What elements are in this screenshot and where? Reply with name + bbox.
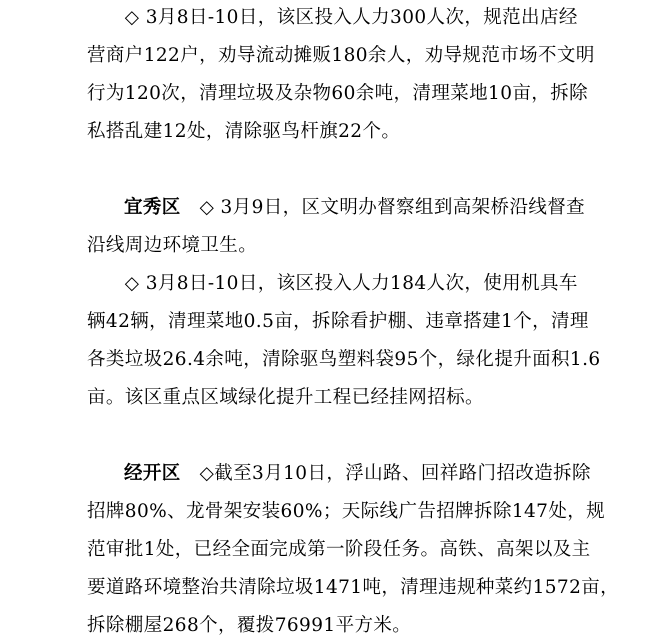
paragraph-line: ◇ 3月8日-10日，该区投入人力300人次，规范出店经 bbox=[87, 7, 578, 28]
section-heading: 经开区 bbox=[124, 463, 181, 484]
paragraph-line: 沿线周边环境卫生。 bbox=[87, 235, 258, 256]
paragraph-line: 营商户122户，劝导流动摊贩180余人，劝导规范市场不文明 bbox=[87, 45, 595, 66]
paragraph-line: 各类垃圾26.4余吨，清除驱鸟塑料袋95个，绿化提升面积1.6 bbox=[87, 349, 601, 370]
paragraph-line: 拆除棚屋268个，覆拨76991平方米。 bbox=[87, 615, 412, 636]
paragraph-line: ◇ 3月8日-10日，该区投入人力184人次，使用机具车 bbox=[87, 273, 578, 294]
paragraph-line: 私搭乱建12处，清除驱鸟杆旗22个。 bbox=[87, 121, 401, 142]
paragraph-line: 招牌80%、龙骨架安装60%；天际线广告招牌拆除147处，规 bbox=[87, 501, 606, 522]
paragraph-line: 要道路环境整治共清除垃圾1471吨，清理违规种菜约1572亩， bbox=[87, 577, 620, 598]
heading-line bbox=[87, 196, 585, 220]
section-heading: 宜秀区 bbox=[124, 197, 181, 218]
paragraph-line: 范审批1处，已经全面完成第一阶段任务。高铁、高架以及主 bbox=[87, 539, 591, 560]
paragraph-text: ◇ 3月9日，区文明办督察组到高架桥沿线督查 bbox=[180, 197, 586, 218]
paragraph-line: 行为120次，清理垃圾及杂物60余吨，清理菜地10亩，拆除 bbox=[87, 83, 588, 104]
paragraph-text: ◇截至3月10日，浮山路、回祥路门招改造拆除 bbox=[180, 463, 591, 484]
paragraph-line: 亩。该区重点区域绿化提升工程已经挂网招标。 bbox=[87, 387, 484, 408]
heading-line bbox=[87, 462, 591, 486]
paragraph-line: 辆42辆，清理菜地0.5亩，拆除看护棚、违章搭建1个，清理 bbox=[87, 311, 589, 332]
